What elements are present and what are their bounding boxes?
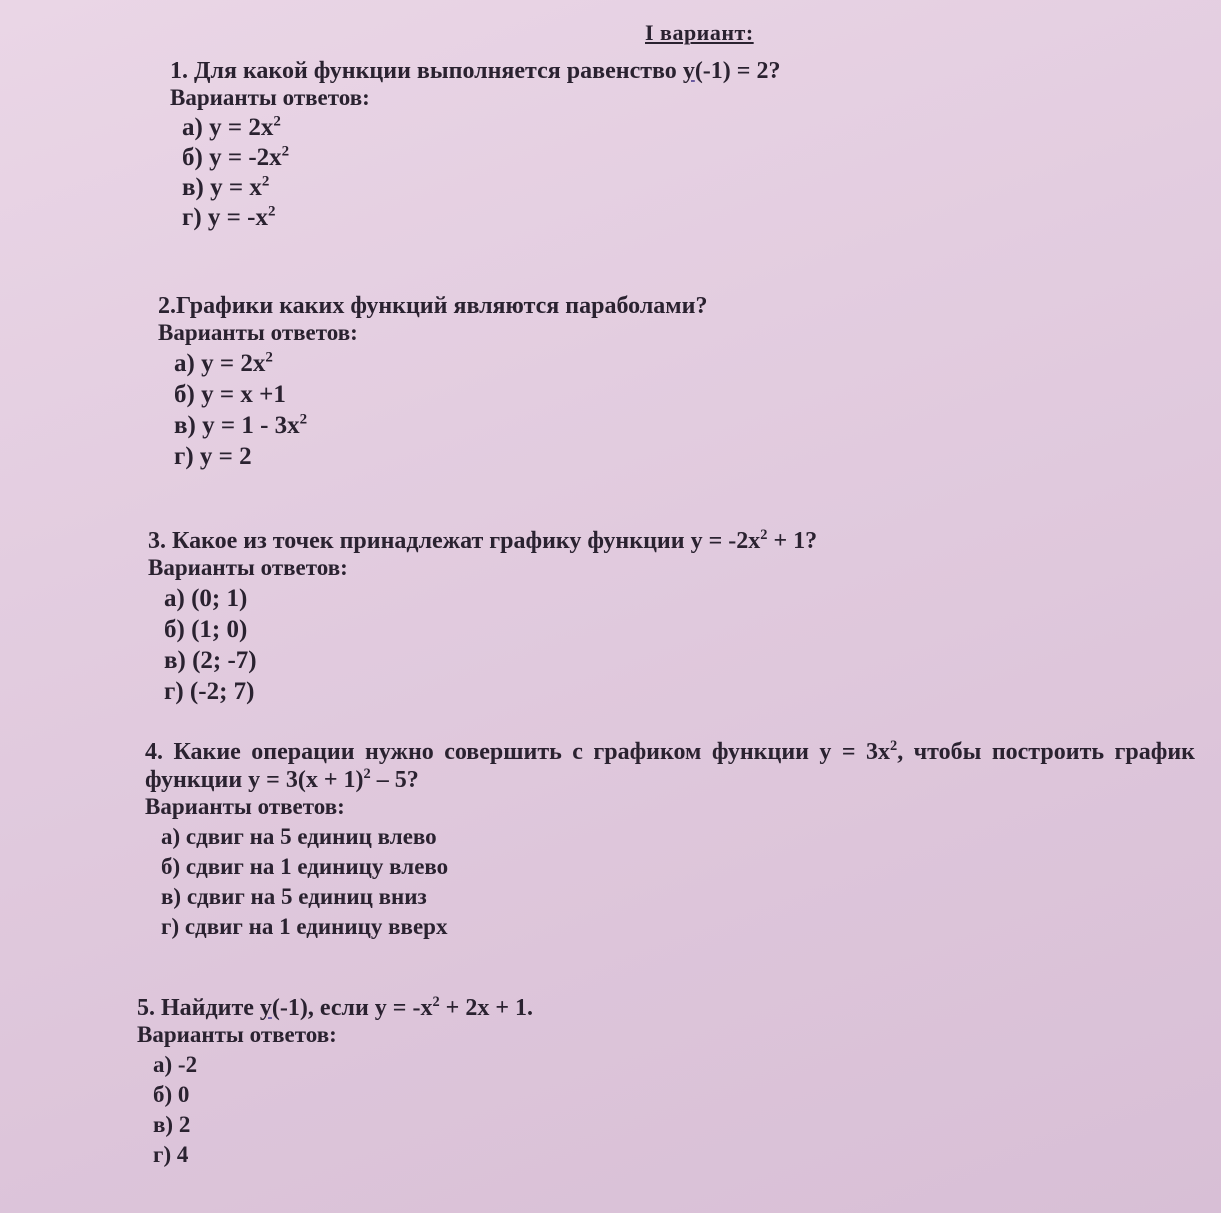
option-a: а) сдвиг на 5 единиц влево [161,824,437,849]
question-5 [137,994,533,1170]
question-3 [148,527,817,707]
option-a: а) $y = 2x^2$ [182,113,281,141]
question-4 [145,738,1195,942]
question-1-title: 1. Для какой функции выполняется равенство y(-1) = 2? [170,58,781,84]
option-d: г) (-2; 7) [164,678,255,705]
options-list [174,348,707,472]
option-b: б) сдвиг на 1 единицу влево [161,854,449,879]
answers-label: Варианты ответов: [158,320,358,345]
question-1 [170,57,780,233]
answers-label: Варианты ответов: [170,85,370,110]
option-d: г) 4 [153,1142,189,1167]
option-b: б) $y = -2x^2$ [182,143,290,171]
option-b: б) 0 [153,1082,190,1107]
option-a: а) $y = 2x^2$ [174,349,273,377]
option-d: г) y = 2 [174,443,252,470]
options-list [161,822,1195,942]
options-list [182,113,780,233]
question-5-title: 5. Найдите y(-1), если $y = -x^2 + 2x + 1$. [137,994,534,1021]
option-d: г) $y = -x^2$ [182,203,276,231]
option-a: а) -2 [153,1052,198,1077]
answers-label: Варианты ответов: [137,1022,337,1047]
options-list [153,1050,533,1170]
question-2-title: 2.Графики каких функций являются параболами? [158,293,708,319]
question-3-title: 3. Какое из точек принадлежат графику функции $y = -2x^2 + 1$? [148,527,818,554]
option-b: б) (1; 0) [164,616,248,643]
question-4-title: 4. Какие операции нужно совершить с графиком функции $y = 3x^2$, чтобы построить график функции $y = 3(x + 1)^2 - 5$? [145,738,1195,793]
option-c: в) (2; -7) [164,647,257,674]
option-d: г) сдвиг на 1 единицу вверх [161,914,448,939]
answers-label: Варианты ответов: [148,555,348,580]
options-list [164,583,817,707]
option-a: а) (0; 1) [164,585,248,612]
option-c: в) 2 [153,1112,191,1137]
variant-heading: I вариант: [645,20,754,45]
answers-label: Варианты ответов: [145,794,345,819]
option-c: в) $y = x^2$ [182,173,270,201]
question-2 [158,292,707,472]
option-b: б) y = x +1 [174,381,286,408]
option-c: в) $y = 1 - 3x^2$ [174,411,308,439]
option-c: в) сдвиг на 5 единиц вниз [161,884,427,909]
